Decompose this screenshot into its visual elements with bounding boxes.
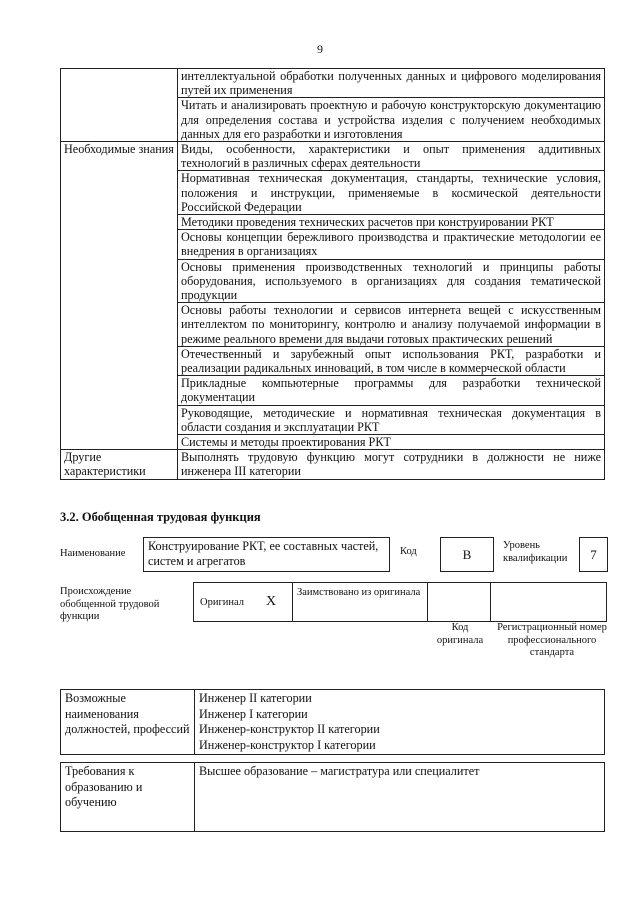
table-row xyxy=(61,69,605,98)
origin-label: Происхождение обобщенной трудовой функции xyxy=(60,586,160,622)
position-item: Инженер-конструктор I категории xyxy=(199,737,376,752)
position-item: Инженер II категории xyxy=(199,691,312,705)
row-text: Читать и анализировать проектную и рабочую конструкторскую документацию для определения состава и устройства изделия с получением необходимых данных для его разработки и изготовления xyxy=(178,98,605,142)
row-text: Руководящие, методические и нормативная техническая документация в области создания и эксплуатации РКТ xyxy=(178,405,605,434)
reg-number-caption: Регистрационный номер профессионального стандарта xyxy=(497,622,607,658)
positions-table xyxy=(60,689,605,755)
level-value-box xyxy=(579,537,608,572)
row-text: Методики проведения технических расчетов при конструировании РКТ xyxy=(178,215,605,230)
education-table xyxy=(60,762,605,832)
education-value: Высшее образование – магистратура или специалитет xyxy=(195,763,605,832)
row-text: Системы и методы проектирования РКТ xyxy=(178,435,605,450)
positions-list xyxy=(195,690,605,755)
education-label: Требования к образованию и обучению xyxy=(61,763,195,832)
position-item: Инженер I категории xyxy=(199,706,308,721)
row-text: Выполнять трудовую функцию могут сотрудники в должности не ниже инженера III категории xyxy=(178,450,605,479)
name-label: Наименование xyxy=(60,548,126,559)
row-label xyxy=(61,69,178,142)
row-text: Основы концепции бережливого производства и практические методологии ее внедрения в организациях xyxy=(178,230,605,259)
code-label: Код xyxy=(400,546,417,557)
row-text: Прикладные компьютерные программы для разработки технической документации xyxy=(178,376,605,405)
position-item: Инженер-конструктор II категории xyxy=(199,722,380,736)
row-text: Нормативная техническая документация, стандарты, технические условия, положения и инструкции, применяемые в космической деятельности Российской Федерации xyxy=(178,171,605,215)
name-value: Конструирование РКТ, ее составных частей, систем и агрегатов xyxy=(148,539,379,568)
positions-label: Возможные наименования должностей, профессий xyxy=(61,690,195,755)
name-value-box xyxy=(143,537,390,572)
code-original-caption: Код оригинала xyxy=(436,622,484,646)
row-text: Основы работы технологии и сервисов интернета вещей с искусственным интеллектом по мониторингу, контролю и анализу получаемой информации в режиме реального времени для выдачи готовых практических решений xyxy=(178,303,605,347)
code-value-box xyxy=(440,537,494,572)
origin-divider-1 xyxy=(292,582,293,622)
table-row xyxy=(61,142,605,171)
borrowed-label: Заимствовано из оригинала xyxy=(297,587,421,598)
origin-divider-3 xyxy=(490,582,491,622)
row-text: интеллектуальной обработки полученных данных и цифрового моделирования путей их применения xyxy=(178,69,605,98)
row-text: Отечественный и зарубежный опыт использования РКТ, разработки и реализации радикальных инноваций, в том числе в коммерческой области xyxy=(178,346,605,375)
row-label: Необходимые знания xyxy=(61,142,178,450)
code-value: B xyxy=(462,547,472,562)
original-mark: X xyxy=(266,594,277,609)
row-label: Другие характеристики xyxy=(61,450,178,479)
table-row xyxy=(61,450,605,479)
level-label: Уровень квалификации xyxy=(503,540,568,564)
section-title: 3.2. Обобщенная трудовая функция xyxy=(60,510,261,524)
level-value: 7 xyxy=(590,547,597,562)
page-number: 9 xyxy=(317,42,323,56)
origin-divider-2 xyxy=(427,582,428,622)
row-text: Виды, особенности, характеристики и опыт применения аддитивных технологий в различных сферах деятельности xyxy=(178,142,605,171)
row-text: Основы применения производственных технологий и принципы работы оборудования, используемого в организациях для создания тематической продукции xyxy=(178,259,605,303)
original-label: Оригинал xyxy=(200,597,244,608)
knowledge-table xyxy=(60,68,605,480)
